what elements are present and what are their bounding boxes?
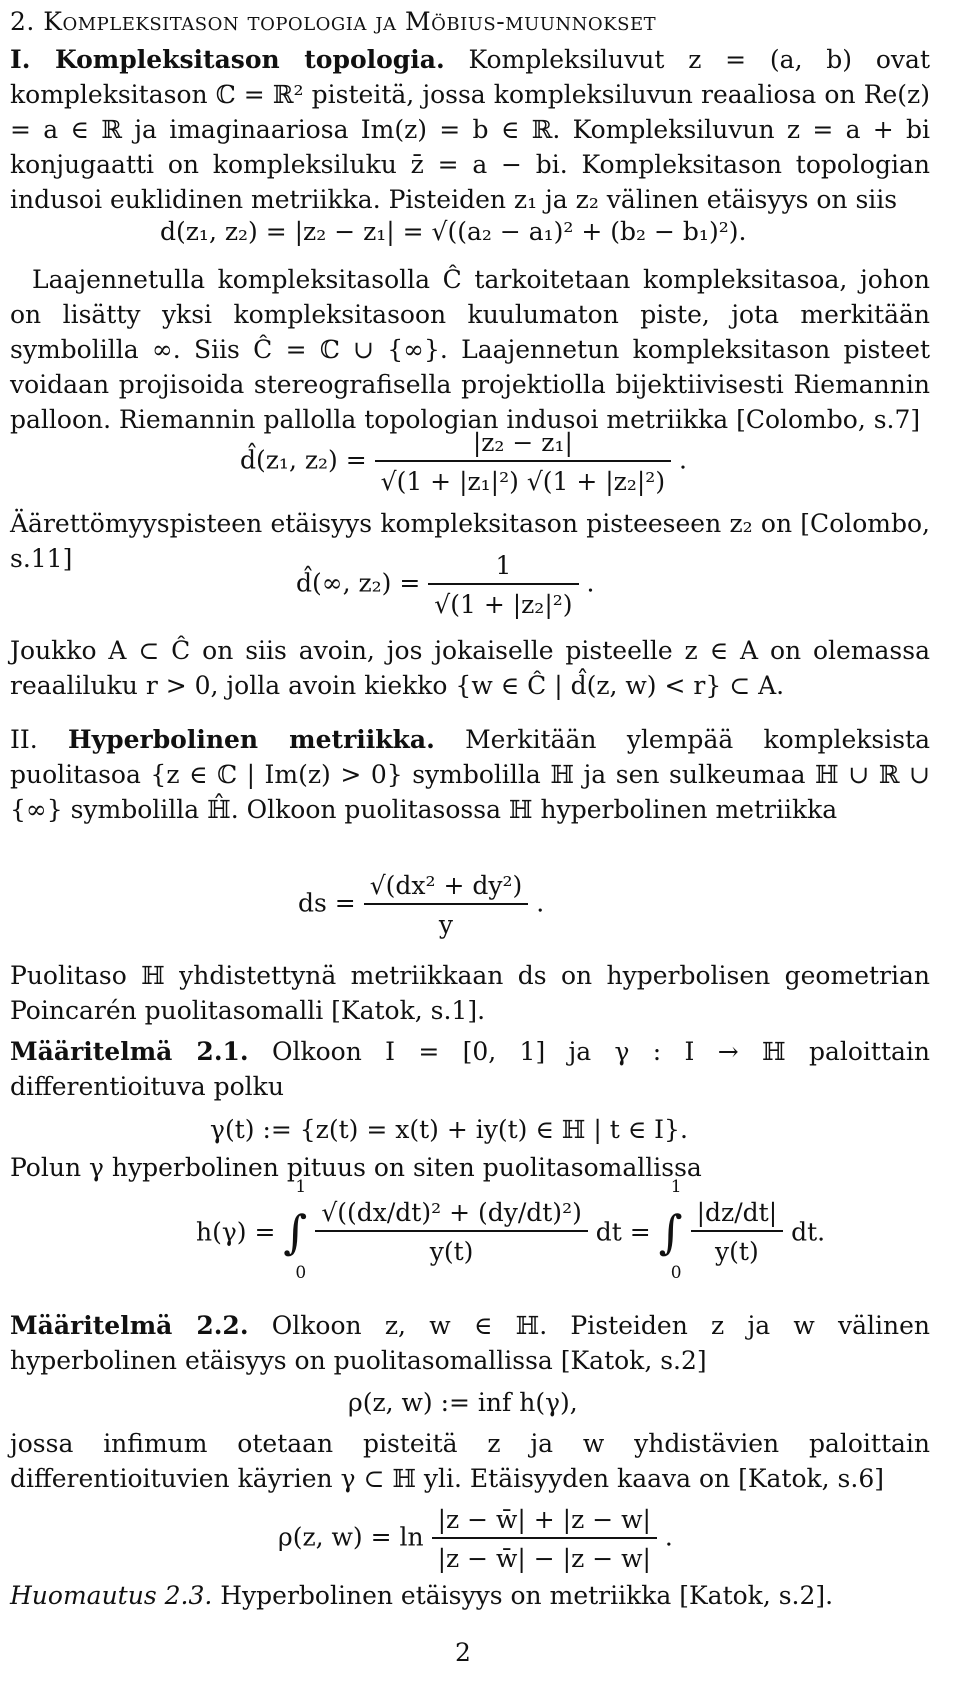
equation-hyperbolic-distance: ρ(z, w) := inf h(γ),	[348, 1388, 578, 1417]
remark-2-3-label: Huomautus 2.3.	[10, 1581, 213, 1610]
topology-text: Kompleksiluvut z = (a, b) ovat kompleksitason ℂ = ℝ² pisteitä, jossa kompleksiluvun reaaliosa on Re(z) = a ∈ ℝ ja imaginaariosa Im(z) = b ∈ ℝ. Kompleksiluvun z = a + bi konjugaatti on kompleksiluku z̄ = a − bi. Kompleksitason topologian indusoi euklidinen metriikka. Pisteiden z₁ ja z₂ välinen etäisyys on siis	[10, 45, 930, 214]
paragraph-hyperbolic-metric	[10, 722, 930, 827]
line-element-end: .	[536, 888, 545, 918]
paragraph-path-length	[10, 1150, 930, 1185]
remark-2-3	[10, 1578, 930, 1613]
definition-2-2-text: Olkoon z, w ∈ ℍ. Pisteiden z ja w välinen hyperbolinen etäisyys on puolitasomallissa [Katok, s.2]	[10, 1311, 930, 1375]
paragraph-infimum	[10, 1426, 930, 1496]
extended-plane-text: Laajennetulla kompleksitasolla Ĉ tarkoitetaan kompleksitasoa, johon on lisätty yksi kompleksitasoon kuulumaton piste, jota merkitään symbolilla ∞. Siis Ĉ = ℂ ∪ {∞}. Laajennetun kompleksitason pisteet voidaan projisoida stereografisella projektiolla bijektiivisesti Riemannin palloon. Riemannin pallolla topologian indusoi metriikka [Colombo, s.7]	[10, 265, 930, 434]
chordal-end: .	[679, 445, 687, 475]
equation-euclidean-distance: d(z₁, z₂) = |z₂ − z₁| = √((a₂ − a₁)² + (b₂ − b₁)²).	[160, 217, 747, 246]
definition-2-2-label: Määritelmä 2.2.	[10, 1311, 249, 1340]
infinity-denominator: √(1 + |z₂|²)	[428, 583, 578, 622]
length-mid: dt =	[595, 1217, 651, 1247]
length-denominator-2: y(t)	[691, 1230, 784, 1269]
definition-2-1-label: Määritelmä 2.1.	[10, 1037, 249, 1066]
paragraph-extended-plane	[10, 262, 930, 437]
chordal-fraction	[375, 425, 671, 499]
infimum-text: jossa infimum otetaan pisteitä z ja w yhdistävien paloittain differentioituvien käyrien γ ⊂ ℍ yli. Etäisyyden kaava on [Katok, s.6]	[10, 1429, 930, 1493]
length-end: dt.	[791, 1217, 826, 1247]
integral-2-upper: 1	[670, 1177, 682, 1197]
chordal-denominator: √(1 + |z₁|²) √(1 + |z₂|²)	[375, 460, 671, 499]
line-element-lhs: ds =	[298, 888, 356, 918]
distance-formula-fraction	[432, 1502, 657, 1576]
equation-infinity-metric	[296, 548, 594, 622]
infinity-distance-text: Äärettömyyspisteen etäisyys kompleksitason pisteeseen z₂ on [Colombo, s.11]	[10, 509, 930, 573]
integral-sign-2: ∫ 1 0	[658, 1177, 683, 1283]
section-title: 2. Kompleksitason topologia ja Möbius-muunnokset	[10, 7, 657, 36]
hyperbolic-text: Merkitään ylempää kompleksista puolitasoa {z ∈ ℂ | Im(z) > 0} symbolilla ℍ ja sen sulkeumaa ℍ ∪ ℝ ∪ {∞} symbolilla ℍ̂. Olkoon puolitasossa ℍ hyperbolinen metriikka	[10, 725, 930, 824]
line-element-denominator: y	[364, 903, 529, 942]
distance-formula-end: .	[664, 1522, 673, 1552]
length-fraction-2	[691, 1195, 784, 1269]
distance-formula-numerator: |z − w̄| + |z − w|	[437, 1505, 651, 1534]
infinity-end: .	[586, 568, 595, 598]
integral-sign-1: ∫ 1 0	[283, 1177, 308, 1283]
integral-1-lower: 0	[295, 1263, 307, 1283]
equation-chordal-metric	[240, 425, 687, 499]
equation-distance-formula	[278, 1502, 673, 1576]
definition-2-2	[10, 1308, 930, 1378]
length-fraction-1	[315, 1195, 588, 1269]
integral-1-upper: 1	[295, 1177, 307, 1197]
chordal-lhs: d̂(z₁, z₂) =	[240, 445, 367, 475]
length-numerator-1: √((dx/dt)² + (dy/dt)²)	[321, 1198, 582, 1227]
paragraph-topology	[10, 42, 930, 217]
poincare-text: Puolitaso ℍ yhdistettynä metriikkaan ds on hyperbolisen geometrian Poincarén puolitasomalli [Katok, s.1].	[10, 961, 930, 1025]
chordal-numerator: |z₂ − z₁|	[472, 428, 573, 457]
distance-formula-denominator: |z − w̄| − |z − w|	[432, 1537, 657, 1576]
length-denominator-1: y(t)	[315, 1230, 588, 1269]
infinity-fraction	[428, 548, 578, 622]
open-set-text: Joukko A ⊂ Ĉ on siis avoin, jos jokaiselle pisteelle z ∈ A on olemassa reaaliluku r > 0, jolla avoin kiekko {w ∈ Ĉ | d̂(z, w) < r} ⊂ A.	[10, 636, 930, 700]
line-element-numerator: √(dx² + dy²)	[369, 871, 523, 900]
infinity-lhs: d̂(∞, z₂) =	[296, 568, 421, 598]
length-numerator-2: |dz/dt|	[696, 1198, 778, 1227]
hyperbolic-number: II.	[10, 725, 38, 754]
paragraph-open-set	[10, 633, 930, 703]
equation-hyperbolic-length	[196, 1177, 826, 1305]
equation-line-element	[298, 868, 544, 942]
equation-path: γ(t) := {z(t) = x(t) + iy(t) ∈ ℍ | t ∈ I}.	[210, 1115, 688, 1144]
topology-heading: I. Kompleksitason topologia.	[10, 45, 445, 74]
paragraph-poincare	[10, 958, 930, 1028]
hyperbolic-heading: Hyperbolinen metriikka.	[68, 725, 435, 754]
integral-2-lower: 0	[670, 1263, 682, 1283]
page-number: 2	[455, 1638, 471, 1667]
remark-2-3-text: Hyperbolinen etäisyys on metriikka [Katok, s.2].	[220, 1581, 834, 1610]
distance-formula-lhs: ρ(z, w) = ln	[278, 1522, 424, 1552]
line-element-fraction	[364, 868, 529, 942]
infinity-numerator: 1	[495, 551, 512, 580]
path-length-text: Polun γ hyperbolinen pituus on siten puolitasomallissa	[10, 1153, 702, 1182]
definition-2-1-text: Olkoon I = [0, 1] ja γ : I → ℍ paloittain differentioituva polku	[10, 1037, 930, 1101]
length-lhs: h(γ) =	[196, 1217, 276, 1247]
definition-2-1	[10, 1034, 930, 1104]
